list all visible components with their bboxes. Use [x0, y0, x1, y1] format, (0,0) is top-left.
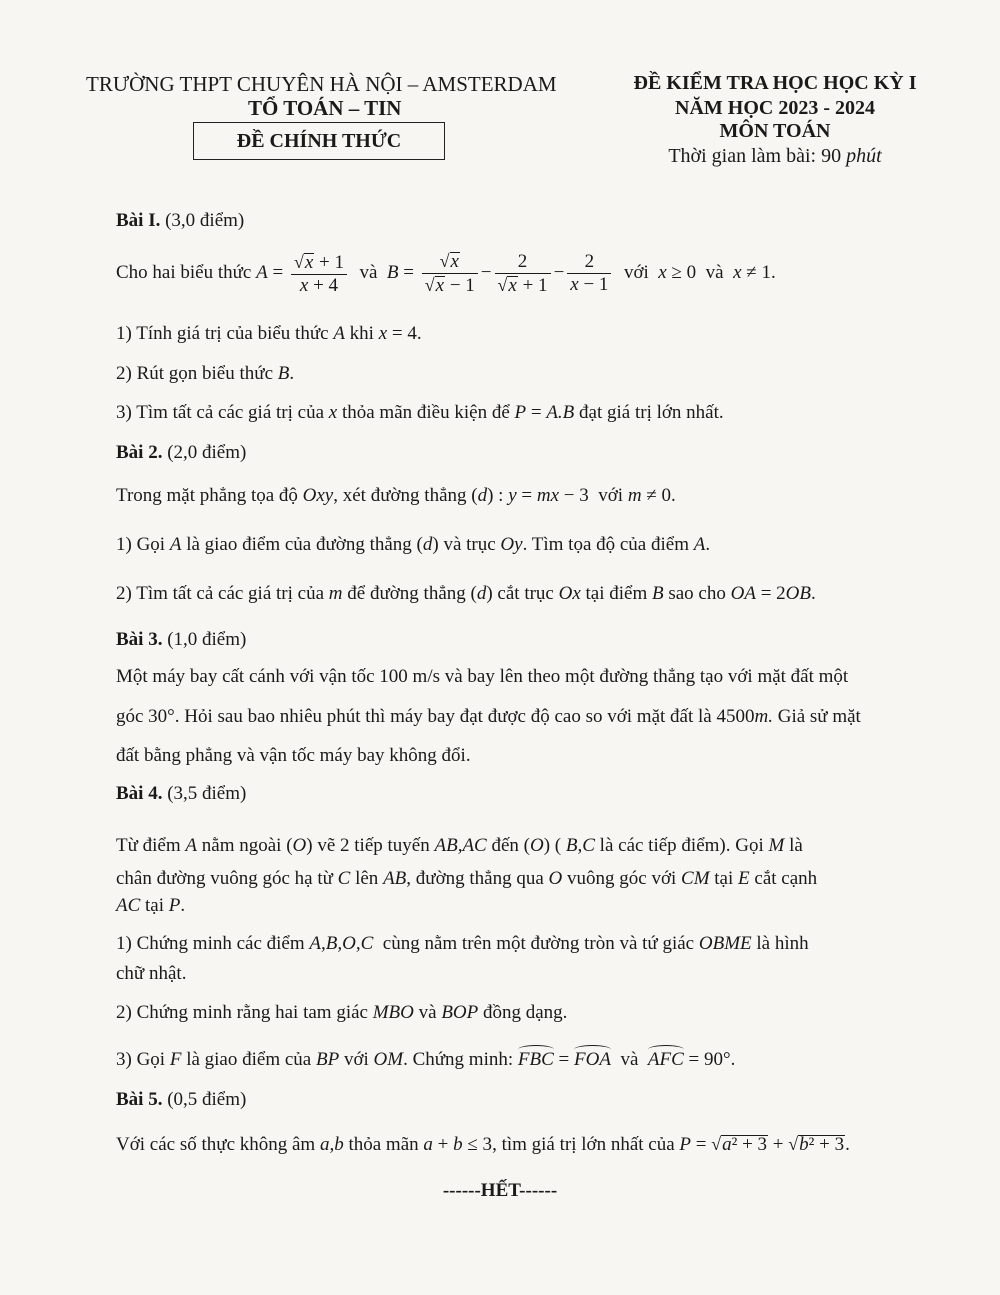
- official-label: ĐỀ CHÍNH THỨC: [193, 122, 445, 160]
- school-name: TRƯỜNG THPT CHUYÊN HÀ NỘI – AMSTERDAM: [86, 72, 557, 96]
- bai4-q1-cont: chữ nhật.: [116, 963, 187, 984]
- bai1-q1: 1) Tính giá trị của biểu thức A khi x = 4.: [116, 323, 422, 344]
- bai1-expressions: Cho hai biểu thức A = $\frac{√x + 1}{x + 4}$ và B = $\frac{√x}{√x - 1}$ − $\frac{2}{√x + 1}$ − $\frac{2}{x - 1}$ với x ≥ 0 và x ≠ 1.: [116, 250, 776, 296]
- fraction-b2: $\frac{2}{√x + 1}$: [495, 251, 551, 297]
- bai2-q2: 2) Tìm tất cả các giá trị của m để đường thẳng (d) cắt trục Ox tại điểm B sao cho OA = 2OB.: [116, 583, 816, 604]
- end-marker: ------HẾT------: [442, 1180, 558, 1201]
- bai4-line2: chân đường vuông góc hạ từ C lên AB, đường thẳng qua O vuông góc với CM tại E cắt cạnh: [116, 868, 818, 889]
- bai3-line1: Một máy bay cất cánh với vận tốc 100 m/s và bay lên theo một đường thẳng tạo với mặt đất một: [116, 666, 849, 687]
- bai1-q3: 3) Tìm tất cả các giá trị của x thỏa mãn điều kiện để P = A.B đạt giá trị lớn nhất.: [116, 402, 724, 423]
- bai3-line2: góc 30°. Hỏi sau bao nhiêu phút thì máy bay đạt được độ cao so với mặt đất là 4500m. Giả sử mặt: [116, 706, 861, 727]
- department-name: TỔ TOÁN – TIN: [248, 96, 402, 120]
- bai5-heading: Bài 5. (0,5 điểm): [116, 1089, 247, 1110]
- bai1-q2: 2) Rút gọn biểu thức B.: [116, 363, 295, 384]
- fraction-a: $\frac{√x + 1}{x + 4}$: [291, 251, 347, 297]
- bai4-q1: 1) Chứng minh các điểm A,B,O,C cùng nằm trên một đường tròn và tứ giác OBME là hình: [116, 933, 809, 954]
- bai5-line1: Với các số thực không âm a,b thỏa mãn a + b ≤ 3, tìm giá trị lớn nhất của P = √a² + 3 + √b² + 3.: [116, 1134, 850, 1155]
- exam-title: ĐỀ KIỂM TRA HỌC HỌC KỲ I: [633, 72, 917, 94]
- fraction-b1: $\frac{√x}{√x - 1}$: [422, 250, 478, 297]
- bai3-heading: Bài 3. (1,0 điểm): [116, 629, 247, 650]
- bai2-q1: 1) Gọi A là giao điểm của đường thẳng (d) và trục Oy. Tìm tọa độ của điểm A.: [116, 534, 711, 555]
- fraction-b3: $\frac{2}{x - 1}$: [567, 251, 611, 296]
- bai3-line3: đất bằng phẳng và vận tốc máy bay không đổi.: [116, 745, 471, 766]
- duration: Thời gian làm bài: 90 phút: [668, 145, 882, 167]
- bai1-heading: Bài I. (3,0 điểm): [116, 210, 245, 231]
- bai2-intro: Trong mặt phẳng tọa độ Oxy, xét đường thẳng (d) : y = mx − 3 với m ≠ 0.: [116, 485, 676, 506]
- bai4-q3: 3) Gọi F là giao điểm của BP với OM. Chứng minh: FBC = FOA và AFC = 90°.: [116, 1045, 735, 1071]
- subject: MÔN TOÁN: [719, 120, 831, 142]
- bai4-q2: 2) Chứng minh rằng hai tam giác MBO và BOP đồng dạng.: [116, 1002, 568, 1023]
- bai4-line3: AC tại P.: [116, 895, 186, 916]
- bai4-heading: Bài 4. (3,5 điểm): [116, 783, 247, 804]
- bai4-line1: Từ điểm A nằm ngoài (O) vẽ 2 tiếp tuyến AB,AC đến (O) ( B,C là các tiếp điểm). Gọi M là: [116, 835, 803, 856]
- bai2-heading: Bài 2. (2,0 điểm): [116, 442, 247, 463]
- school-year: NĂM HỌC 2023 - 2024: [675, 97, 875, 119]
